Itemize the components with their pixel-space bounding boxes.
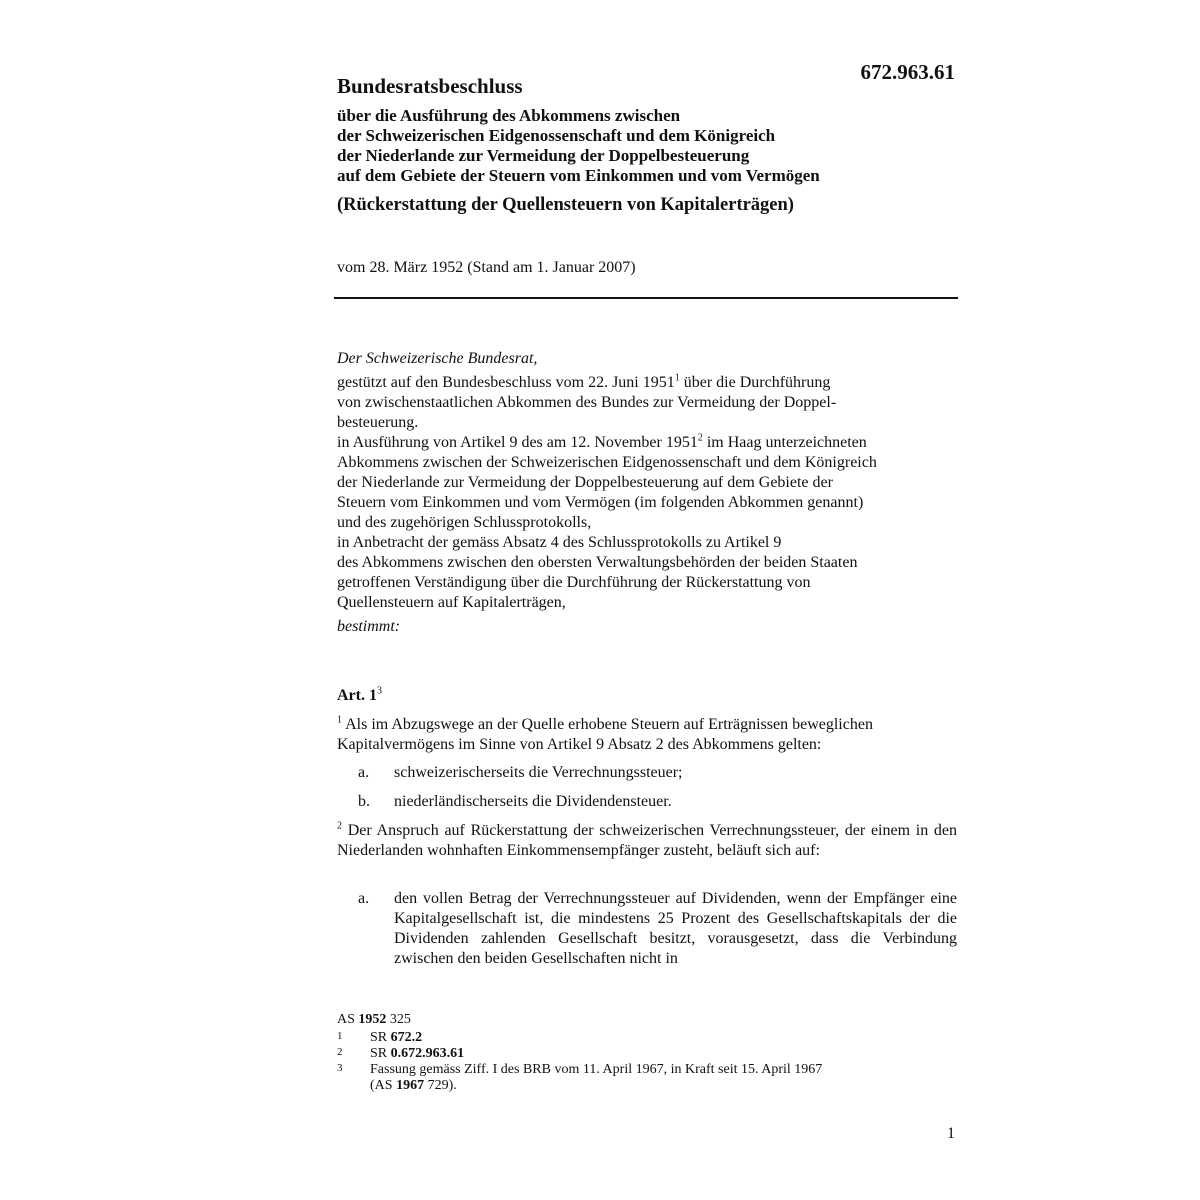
list-text: niederländischerseits die Dividendensteuer. <box>394 793 672 810</box>
preamble-text: gestützt auf den Bundesbeschluss vom 22. Juni 1951 <box>337 374 675 391</box>
preamble-line: von zwischenstaatlichen Abkommen des Bundes zur Vermeidung der Doppel- <box>337 394 837 411</box>
sr-number: 672.963.61 <box>860 60 955 84</box>
preamble-closing: bestimmt: <box>337 618 401 635</box>
subtitle-line: über die Ausführung des Abkommens zwischen <box>337 106 681 125</box>
preamble-line: in Anbetracht der gemäss Absatz 4 des Schlussprotokolls zu Artikel 9 <box>337 534 782 551</box>
preamble-line: getroffenen Verständigung über die Durchführung der Rückerstattung von <box>337 574 811 591</box>
preamble-paragraph <box>337 433 957 533</box>
footnote-text: Fassung gemäss Ziff. I des BRB vom 11. April 1967, in Kraft seit 15. April 1967 <box>370 1062 823 1077</box>
article-title: Art. 1 <box>337 687 377 704</box>
footnote <box>337 1030 957 1046</box>
footnote-text: SR 0.672.963.61 <box>370 1046 465 1061</box>
preamble-text: über die Durchführung <box>679 374 831 391</box>
paragraph-text: Als im Abzugswege an der Quelle erhobene Steuern auf Erträgnissen beweglichen <box>342 716 873 733</box>
footnote-ref-1[interactable]: 1 <box>674 372 680 384</box>
footnote-ref-3[interactable]: 3 <box>376 685 382 697</box>
footnote-ref-2[interactable]: 2 <box>697 432 703 444</box>
article-paragraph-1 <box>337 715 957 755</box>
preamble-line: des Abkommens zwischen den obersten Verwaltungsbehörden der beiden Staaten <box>337 554 858 571</box>
footnote-number: 2 <box>337 1046 343 1058</box>
preamble-text: im Haag unterzeichneten <box>702 434 867 451</box>
article-paragraph-2 <box>337 821 957 861</box>
footnote-text: SR 672.2 <box>370 1030 423 1045</box>
page-number: 1 <box>947 1125 955 1142</box>
footnote-number: 1 <box>337 1030 343 1042</box>
list-label: a. <box>358 764 370 781</box>
footnote <box>337 1046 957 1062</box>
list-text: schweizerischerseits die Verrechnungssteuer; <box>394 764 683 781</box>
list-text: den vollen Betrag der Verrechnungssteuer auf Dividenden, wenn der Empfänger eine Kapitalgesellschaft ist, die mindestens 25 Prozent des Gesellschaftskapitals der die Dividenden zahlenden Gesellschaft besitzt, vorausgesetzt, dass die Verbindung zwischen den beiden Gesellschaften nicht in <box>394 890 957 967</box>
as-reference: AS 1952 325 <box>337 1012 411 1027</box>
preamble-line: besteuerung. <box>337 414 419 431</box>
preamble-line: Steuern vom Einkommen und vom Vermögen (im folgenden Abkommen genannt) <box>337 494 864 511</box>
date-line: vom 28. März 1952 (Stand am 1. Januar 2007) <box>337 259 636 276</box>
subtitle-line: der Niederlande zur Vermeidung der Doppelbesteuerung <box>337 146 750 165</box>
footnote <box>337 1062 957 1078</box>
document-title: Bundesratsbeschluss <box>337 74 523 98</box>
footnote-continuation <box>337 1078 957 1094</box>
subtitle-line: der Schweizerischen Eidgenossenschaft und dem Königreich <box>337 126 776 145</box>
preamble-text: in Ausführung von Artikel 9 des am 12. November 1951 <box>337 434 698 451</box>
header-divider <box>334 297 958 299</box>
paragraph-text: Der Anspruch auf Rückerstattung der schweizerischen Verrechnungssteuer, der einem in den Niederlanden wohnhaften Einkommensempfänger zusteht, beläuft sich auf: <box>337 822 957 859</box>
preamble-line: und des zugehörigen Schlussprotokolls, <box>337 514 592 531</box>
preamble-intro: Der Schweizerische Bundesrat, <box>337 350 538 367</box>
preamble-paragraph <box>337 373 957 433</box>
preamble <box>337 349 957 637</box>
preamble-line: Quellensteuern auf Kapitalerträgen, <box>337 594 566 611</box>
list-label: a. <box>358 890 370 907</box>
preamble-paragraph <box>337 533 957 613</box>
paragraph-number: 1 <box>337 714 342 726</box>
preamble-line: der Niederlande zur Vermeidung der Doppelbesteuerung auf dem Gebiete der <box>337 474 833 491</box>
preamble-line: Abkommens zwischen der Schweizerischen Eidgenossenschaft und dem Königreich <box>337 454 877 471</box>
footnote-text: (AS 1967 729). <box>370 1078 457 1093</box>
list-label: b. <box>358 793 370 810</box>
paragraph-number: 2 <box>337 820 342 832</box>
footnote-number: 3 <box>337 1062 343 1074</box>
subtitle-parenthetical: (Rückerstattung der Quellensteuern von Kapitalerträgen) <box>337 195 794 215</box>
footnotes <box>337 1012 957 1094</box>
article-heading <box>337 687 382 705</box>
paragraph-text: Kapitalvermögens im Sinne von Artikel 9 Absatz 2 des Abkommens gelten: <box>337 736 822 753</box>
subtitle-line: auf dem Gebiete der Steuern vom Einkommen und vom Vermögen <box>337 166 820 185</box>
document-subtitle <box>337 106 957 186</box>
